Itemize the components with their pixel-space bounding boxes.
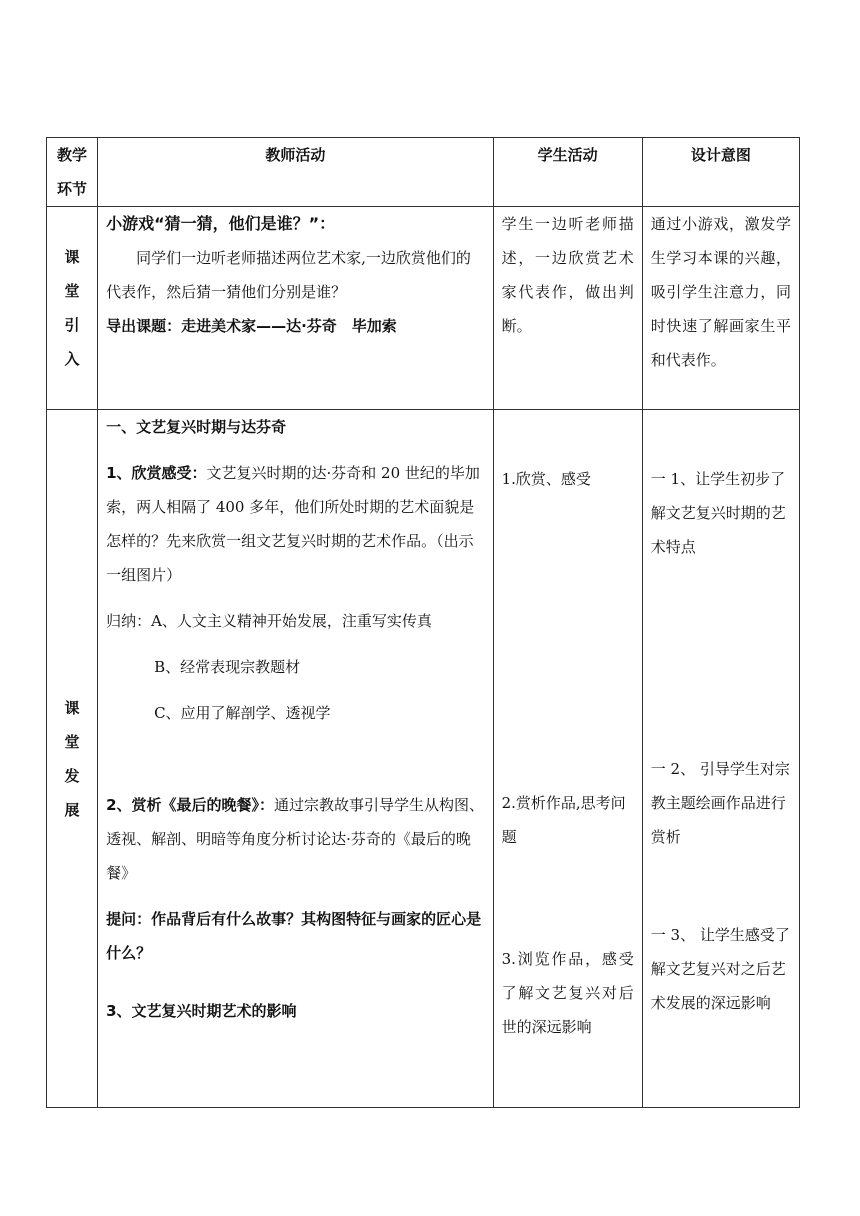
intro-stage [47, 207, 98, 410]
intro-student: 学生一边听老师描述，一边欣赏艺术家代表作，做出判断。 [493, 207, 642, 410]
intent-2: 一 2、 引导学生对宗教主题绘画作品进行赏析 [650, 760, 790, 846]
intent-1: 一 1、让学生初步了解文艺复兴时期的艺术特点 [650, 470, 786, 556]
dev-student [493, 410, 642, 1108]
section-title: 一、文艺复兴时期与达芬奇 [106, 418, 287, 436]
intent-3: 一 3、 让学生感受了解文艺复兴对之后艺术发展的深远影响 [650, 926, 790, 1012]
game-description: 同学们一边听老师描述两位艺术家,一边欣赏他们的代表作，然后猜一猜他们分别是谁？ [106, 249, 471, 301]
item2-label: 2、赏析《最后的晚餐》： [106, 796, 275, 814]
student-activity-3: 3.浏览作品，感受了解文艺复兴对后世的深远影响 [501, 950, 634, 1036]
dev-stage-char: 发 [64, 766, 80, 785]
dev-stage-char: 课 [64, 698, 80, 717]
intro-stage-char: 堂 [64, 282, 80, 300]
item2-text: 通过宗教故事引导学生从构图、透视、解剖、明暗等角度分析讨论达·芬奇的《最后的晚餐》 [106, 796, 485, 882]
student-activity-1: 1.欣赏、感受 [501, 470, 591, 488]
dev-stage-char: 堂 [64, 732, 80, 751]
discussion-question: 提问：作品背后有什么故事？其构图特征与画家的匠心是什么？ [106, 910, 482, 962]
game-title: 小游戏“猜一猜，他们是谁？”： [106, 214, 336, 233]
header-intent: 设计意图 [642, 138, 799, 207]
lesson-plan-table [46, 137, 800, 1108]
intro-stage-char: 入 [64, 350, 80, 368]
dev-stage-char: 展 [64, 800, 80, 819]
intro-teacher [98, 207, 494, 410]
student-activity-2: 2.赏析作品,思考问题 [501, 794, 626, 846]
summary-b: B、经常表现宗教题材 [154, 658, 301, 676]
header-row [47, 138, 800, 207]
dev-stage [47, 410, 98, 1108]
intro-stage-char: 课 [64, 248, 80, 266]
header-student: 学生活动 [493, 138, 642, 207]
header-stage [47, 138, 98, 207]
intro-stage-char: 引 [64, 316, 80, 334]
summary-a: 归纳：A、人文主义精神开始发展，注重写实传真 [106, 612, 432, 630]
summary-c: C、应用了解剖学、透视学 [154, 704, 331, 722]
dev-teacher [98, 410, 494, 1108]
header-teacher: 教师活动 [98, 138, 494, 207]
item3-title: 3、文艺复兴时期艺术的影响 [106, 1002, 297, 1020]
development-row [47, 410, 800, 1108]
header-stage-line1: 教学 [57, 146, 88, 164]
lesson-topic: 导出课题：走进美术家——达·芬奇 毕加索 [106, 317, 397, 335]
intro-row [47, 207, 800, 410]
item1-text: 文艺复兴时期的达·芬奇和 20 世纪的毕加索，两人相隔了 400 多年，他们所处时期的艺术面貌是怎样的？先来欣赏一组文艺复兴时期的艺术作品。（出示一组图片） [106, 464, 480, 584]
dev-intent [642, 410, 799, 1108]
item1-label: 1、欣赏感受： [106, 464, 207, 482]
header-stage-line2: 环节 [57, 180, 88, 198]
intro-intent: 通过小游戏，激发学生学习本课的兴趣，吸引学生注意力，同时快速了解画家生平和代表作。 [642, 207, 799, 410]
